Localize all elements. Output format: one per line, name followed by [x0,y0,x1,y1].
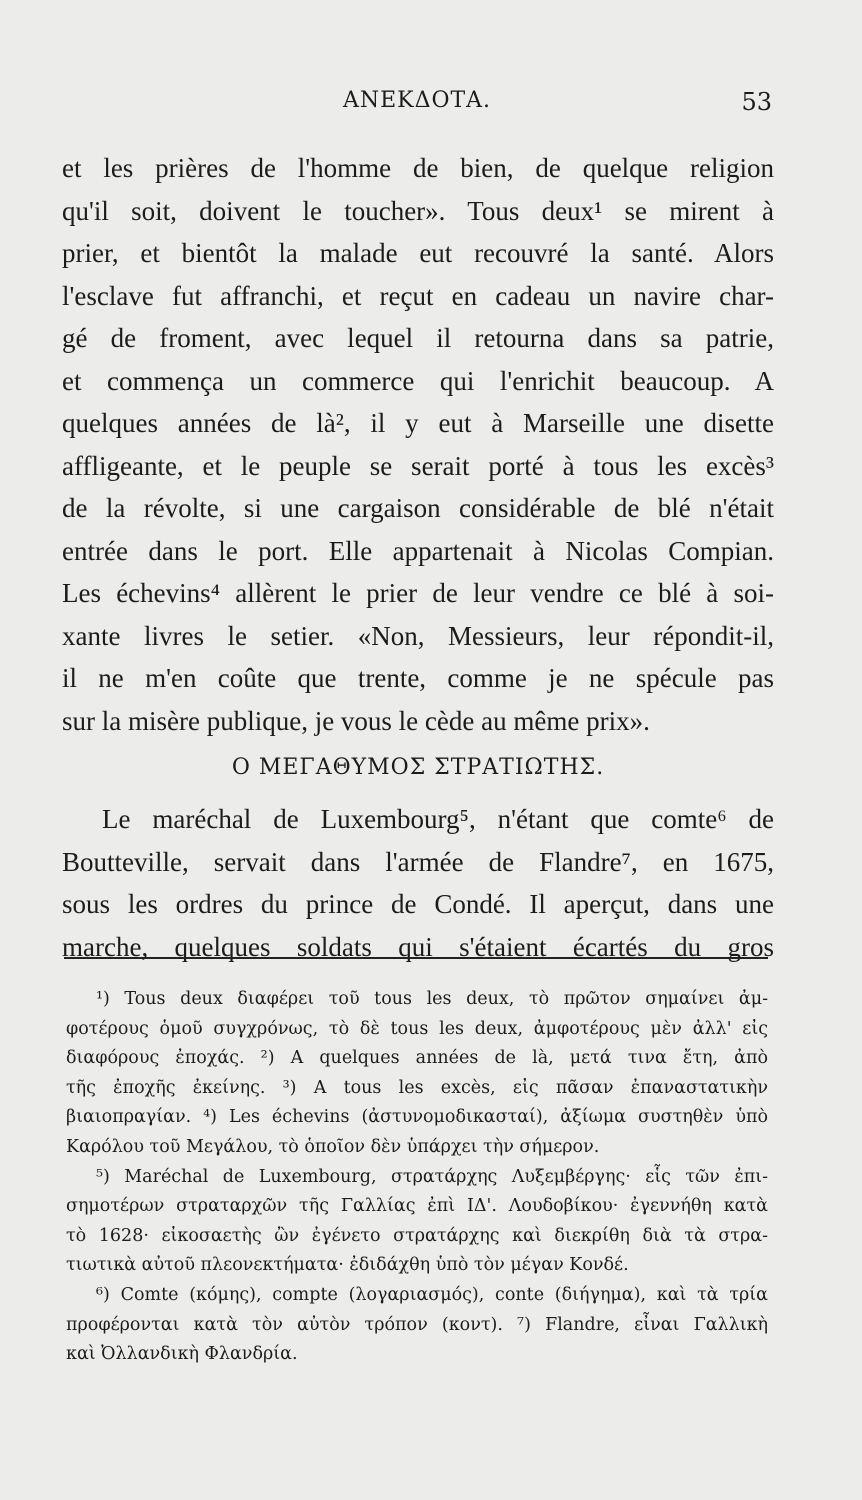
footnote-line: καὶ Ὀλλανδικὴ Φλανδρία. [66,1344,298,1365]
text-line: xante livres le setier. «Non, Messieurs, leur répondit-il, [62,620,774,651]
body-text [62,147,774,968]
text-line: prier, et bientôt la malade eut recouvré la santé. Alors [62,238,774,268]
text-line: il ne m'en coûte que trente, comme je ne spécule pas [62,663,774,693]
text-line: de la révolte, si une cargaison considérable de blé n'était [62,493,774,523]
footnote-line: προφέρονται κατὰ τὸν αὐτὸν τρόπον (κοντ). ⁷) Flandre, εἶναι Γαλλικὴ [66,1314,768,1335]
text-line: Le maréchal de Luxembourg⁵, n'étant que comte⁶ de [102,804,774,834]
footnote-line: ¹) Tous deux διαφέρει τοῦ tous les deux, τὸ πρῶτον σημαίνει ἀμ- [96,989,768,1009]
footnote-line: σημοτέρων στραταρχῶν τῆς Γαλλίας ἐπὶ ΙΔ'. Λουδοβίκου· ἐγεννήθη κατὰ [66,1196,768,1217]
text-line: entrée dans le port. Elle appartenait à Nicolas Compian. [62,535,774,566]
text-line: gé de froment, avec lequel il retourna dans sa patrie, [62,323,774,353]
text-line: sur la misère publique, je vous le cède au même prix». [62,705,650,736]
text-line: affligeante, et le peuple se serait porté à tous les excès³ [62,450,774,481]
footnote-line: ⁵) Maréchal de Luxembourg, στρατάρχης Λυξεμβέργης· εἷς τῶν ἐπι- [96,1166,768,1187]
text-line: et les prières de l'homme de bien, de quelque religion [62,153,774,183]
text-line: Les échevins⁴ allèrent le prier de leur vendre ce blé à soi- [62,578,774,608]
footnote-line: τῆς ἐποχῆς ἐκείνης. ³) A tous les excès, εἰς πᾶσαν ἐπαναστατικὴν [66,1077,768,1098]
paragraph-2 [62,798,774,968]
footnote-line: τιωτικὰ αὐτοῦ πλεονεκτήματα· ἐδιδάχθη ὑπὸ τὸν μέγαν Κονδέ. [66,1255,629,1276]
footnote-line: Καρόλου τοῦ Μεγάλου, τὸ ὁποῖον δὲν ὑπάρχει τὴν σήμερον. [66,1136,600,1157]
text-line: qu'il soit, doivent le toucher». Tous deux¹ se mirent à [62,195,774,226]
footnotes [66,985,768,1370]
text-line: Boutteville, servait dans l'armée de Flandre⁷, en 1675, [62,846,774,877]
section-heading: Ο ΜΕΓΑΘΥΜΟΣ ΣΤΡΑΤΙΩΤΗΣ. [231,755,605,780]
running-title: ΑΝΕΚΔΟΤΑ. [342,88,492,113]
footnote-line: φοτέρους ὁμοῦ συγχρόνως, τὸ δὲ tous les deux, ἀμφοτέρους μὲν ἀλλ' εἰς [66,1018,768,1039]
footnote-line: βιαιοπραγίαν. ⁴) Les échevins (ἀστυνομοδικασταί), ἀξίωμα συστηθὲν ὑπὸ [66,1107,768,1128]
page-number: 53 [741,88,772,116]
text-line: l'esclave fut affranchi, et reçut en cadeau un navire char- [62,280,774,311]
paragraph-1 [62,147,774,742]
text-line: quelques années de là², il y eut à Marseille une disette [62,408,774,438]
footnote-line: τὸ 1628· εἰκοσαετὴς ὢν ἐγένετο στρατάρχης καὶ διεκρίθη διὰ τὰ στρα- [66,1225,768,1246]
page-header [62,88,772,124]
text-line: sous les ordres du prince de Condé. Il aperçut, dans une [62,889,774,919]
footnote-line: ⁶) Comte (κόμης), compte (λογαριασμός), conte (διήγημα), καὶ τὰ τρία [96,1284,768,1305]
text-line: et commença un commerce qui l'enrichit beaucoup. A [62,365,774,396]
footnote-divider [64,957,768,959]
text-line: marche, quelques soldats qui s'étaient écartés du gros [62,931,774,962]
footnote-line: διαφόρους ἐποχάς. ²) A quelques années de là, μετά τινα ἔτη, ἀπὸ [66,1048,768,1069]
